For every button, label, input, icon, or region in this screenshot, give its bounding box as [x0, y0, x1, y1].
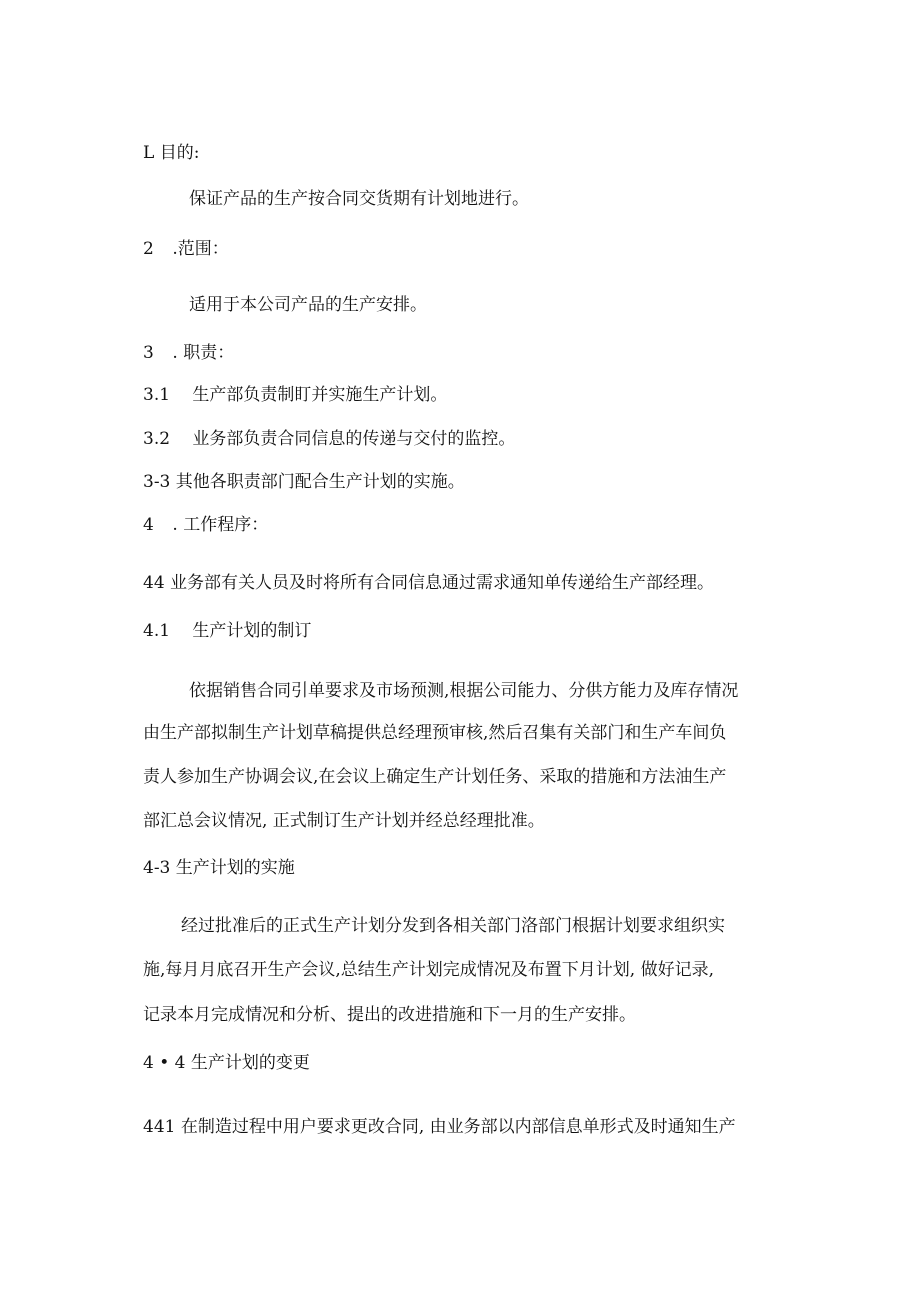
- clause-4-1-heading: [143, 619, 311, 643]
- section-number: 3: [143, 343, 154, 363]
- clause-text: 业务部负责合同信息的传递与交付的监控。: [192, 429, 516, 449]
- clause-title: 生产计划的实施: [175, 858, 295, 878]
- paragraph-4-1-line-2: 由生产部拟制生产计划草稿提供总经理预审核,然后召集有关部门和生产车间负: [143, 723, 727, 743]
- clause-3-2: [143, 427, 515, 451]
- clause-title: 生产计划的制订: [192, 621, 312, 641]
- clause-4-4-1: [143, 1115, 736, 1139]
- section-number: 4: [143, 515, 154, 535]
- clause-text: 其他各职责部门配合生产计划的实施。: [175, 472, 465, 492]
- section-4-heading: [143, 513, 268, 537]
- section-title: .范围：: [172, 239, 229, 259]
- section-title: . 职责：: [172, 343, 235, 363]
- paragraph-4-3-line-3: 记录本月完成情况和分析、提出的改进措施和下一月的生产安排。: [143, 1005, 636, 1025]
- clause-3-3: [143, 470, 465, 494]
- clause-number: 441: [143, 1117, 176, 1137]
- section-3-heading: [143, 341, 234, 365]
- section-1-body: 保证产品的生产按合同交货期有计划地进行。: [189, 189, 529, 209]
- clause-number: 4 • 4: [143, 1053, 186, 1073]
- clause-title: 生产计划的变更: [190, 1053, 310, 1073]
- clause-text: 业务部有关人员及时将所有合同信息通过需求通知单传递给生产部经理。: [170, 573, 715, 593]
- clause-number: 4-3: [143, 858, 171, 878]
- clause-text: 生产部负责制盯并实施生产计划。: [192, 385, 448, 405]
- paragraph-4-1-line-3: 责人参加生产协调会议,在会议上确定生产计划任务、采取的措施和方法油生产: [143, 767, 727, 787]
- paragraph-4-1-line-4: 部汇总会议情况, 正式制订生产计划并经总经理批准。: [143, 811, 545, 831]
- paragraph-4-3-line-1: 经过批准后的正式生产计划分发到各相关部门洛部门根据计划要求组织实: [181, 916, 725, 936]
- clause-number: 3.1: [143, 385, 171, 405]
- clause-4-3-heading: [143, 856, 295, 880]
- section-2-heading: [143, 237, 229, 261]
- section-title: . 工作程序：: [172, 515, 269, 535]
- paragraph-4-1-line-1: 依据销售合同引单要求及市场预测,根据公司能力、分供方能力及库存情况: [189, 681, 739, 701]
- section-2-body: 适用于本公司产品的生产安排。: [189, 295, 427, 315]
- section-1-heading: [143, 141, 199, 165]
- section-number: L: [143, 143, 155, 163]
- section-title: 目的:: [159, 143, 200, 163]
- clause-number: 3.2: [143, 429, 171, 449]
- clause-number: 3-3: [143, 472, 171, 492]
- clause-3-1: [143, 383, 447, 407]
- section-number: 2: [143, 239, 154, 259]
- clause-text: 在制造过程中用户要求更改合同, 由业务部以内部信息单形式及时通知生产: [180, 1117, 736, 1137]
- paragraph-4-3-line-2: 施,每月月底召开生产会议,总结生产计划完成情况及布置下月计划, 做好记录,: [143, 960, 715, 980]
- clause-4-4-heading: [143, 1051, 310, 1075]
- clause-4-4-intro: [143, 571, 714, 595]
- clause-number: 4.1: [143, 621, 171, 641]
- clause-number: 44: [143, 573, 165, 593]
